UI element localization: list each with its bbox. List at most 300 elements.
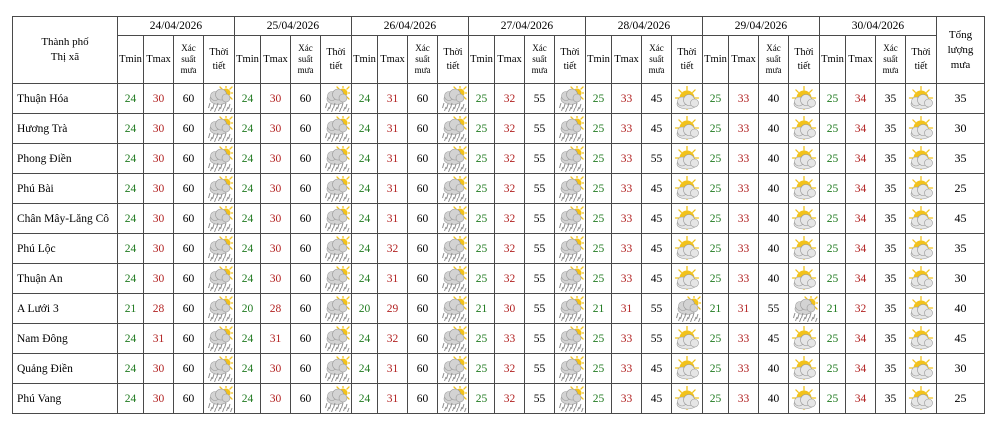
tmax-value: 33 xyxy=(612,204,642,234)
total-rainfall-value: 30 xyxy=(937,114,985,144)
tmin-value: 25 xyxy=(820,384,846,414)
weather-icon-cell xyxy=(789,294,820,324)
rain-probability-value: 55 xyxy=(759,294,789,324)
tmin-value: 24 xyxy=(118,114,144,144)
forecast-table xyxy=(12,16,985,414)
rain-probability-value: 60 xyxy=(174,144,204,174)
weather-icon-cell xyxy=(204,294,235,324)
tmax-value: 30 xyxy=(261,174,291,204)
tmin-value: 25 xyxy=(586,174,612,204)
partly-cloudy-icon xyxy=(906,356,936,382)
weather-icon-cell xyxy=(204,84,235,114)
rain-probability-value: 60 xyxy=(174,84,204,114)
rain-sun-icon xyxy=(321,266,351,292)
rain-probability-value: 55 xyxy=(642,144,672,174)
tmin-value: 24 xyxy=(235,204,261,234)
tmin-value: 24 xyxy=(352,144,378,174)
partly-cloudy-icon xyxy=(672,326,702,352)
tmin-value: 25 xyxy=(820,174,846,204)
tmax-value: 29 xyxy=(378,294,408,324)
rain-probability-value: 40 xyxy=(759,114,789,144)
partly-cloudy-icon xyxy=(672,116,702,142)
weather-icon-cell xyxy=(321,114,352,144)
weather-icon-cell xyxy=(789,204,820,234)
tmin-value: 25 xyxy=(586,114,612,144)
weather-icon-cell xyxy=(906,294,937,324)
city-name: Phú Bài xyxy=(13,174,118,204)
weather-icon-cell xyxy=(672,84,703,114)
tmax-value: 30 xyxy=(144,204,174,234)
weather-icon-cell xyxy=(321,144,352,174)
tmin-value: 21 xyxy=(820,294,846,324)
rain-sun-icon xyxy=(321,236,351,262)
tmax-value: 34 xyxy=(846,144,876,174)
tmin-value: 24 xyxy=(118,264,144,294)
tmax-value: 34 xyxy=(846,384,876,414)
rain-probability-value: 55 xyxy=(525,324,555,354)
tmin-value: 24 xyxy=(118,234,144,264)
city-name: Phú Lộc xyxy=(13,234,118,264)
partly-cloudy-icon xyxy=(789,386,819,412)
rain-probability-value: 45 xyxy=(642,84,672,114)
tmin-value: 25 xyxy=(586,384,612,414)
city-name: Thuận Hóa xyxy=(13,84,118,114)
tmax-value: 32 xyxy=(378,324,408,354)
rain-sun-icon xyxy=(438,176,468,202)
weather-icon-cell xyxy=(789,384,820,414)
tmin-header: Tmin xyxy=(469,36,495,84)
rain-probability-value: 35 xyxy=(876,354,906,384)
table-row xyxy=(13,294,985,324)
rain-probability-value: 35 xyxy=(876,84,906,114)
partly-cloudy-icon xyxy=(789,326,819,352)
tmin-value: 24 xyxy=(235,354,261,384)
tmin-value: 25 xyxy=(703,384,729,414)
date-header: 26/04/2026 xyxy=(352,17,469,36)
partly-cloudy-icon xyxy=(672,266,702,292)
tmax-value: 31 xyxy=(378,264,408,294)
rain-sun-icon xyxy=(672,296,702,322)
tmax-value: 31 xyxy=(144,324,174,354)
tmax-value: 28 xyxy=(144,294,174,324)
tmax-value: 31 xyxy=(612,294,642,324)
tmax-header: Tmax xyxy=(846,36,876,84)
tmax-value: 30 xyxy=(144,144,174,174)
rain-probability-value: 55 xyxy=(525,294,555,324)
date-header: 28/04/2026 xyxy=(586,17,703,36)
rain-probability-value: 55 xyxy=(525,354,555,384)
rain-probability-value: 60 xyxy=(408,264,438,294)
rain-probability-value: 55 xyxy=(642,294,672,324)
rain-probability-value: 60 xyxy=(174,174,204,204)
rain-probability-value: 60 xyxy=(291,324,321,354)
rain-probability-value: 40 xyxy=(759,354,789,384)
rain-probability-value: 60 xyxy=(174,234,204,264)
city-name: Quảng Điền xyxy=(13,354,118,384)
weather-icon-cell xyxy=(672,294,703,324)
total-rainfall-value: 35 xyxy=(937,234,985,264)
weather-icon-cell xyxy=(672,114,703,144)
rain-probability-value: 55 xyxy=(525,234,555,264)
city-name: Thuận An xyxy=(13,264,118,294)
weather-icon-cell xyxy=(555,84,586,114)
tmax-value: 31 xyxy=(378,114,408,144)
rain-probability-value: 55 xyxy=(525,174,555,204)
city-name: Nam Đông xyxy=(13,324,118,354)
tmin-value: 24 xyxy=(352,204,378,234)
tmax-value: 32 xyxy=(846,294,876,324)
rain-sun-icon xyxy=(321,116,351,142)
rain-probability-header: Xác suất mưa xyxy=(759,36,789,84)
total-rainfall-value: 30 xyxy=(937,264,985,294)
weather-icon-cell xyxy=(789,174,820,204)
weather-header: Thời tiết xyxy=(555,36,586,84)
total-rainfall-value: 35 xyxy=(937,144,985,174)
tmin-value: 25 xyxy=(703,354,729,384)
total-rainfall-value: 25 xyxy=(937,384,985,414)
rain-sun-icon xyxy=(204,116,234,142)
tmax-value: 33 xyxy=(729,204,759,234)
tmax-header: Tmax xyxy=(495,36,525,84)
table-row xyxy=(13,144,985,174)
tmax-value: 33 xyxy=(495,324,525,354)
tmin-value: 25 xyxy=(703,114,729,144)
rain-sun-icon xyxy=(789,296,819,322)
tmax-value: 32 xyxy=(495,354,525,384)
tmin-value: 25 xyxy=(820,234,846,264)
table-row xyxy=(13,324,985,354)
weather-icon-cell xyxy=(789,114,820,144)
rain-probability-value: 60 xyxy=(408,144,438,174)
tmax-value: 31 xyxy=(378,354,408,384)
weather-header: Thời tiết xyxy=(321,36,352,84)
rain-probability-value: 60 xyxy=(291,84,321,114)
weather-icon-cell xyxy=(672,204,703,234)
tmin-value: 24 xyxy=(118,204,144,234)
weather-icon-cell xyxy=(555,264,586,294)
rain-sun-icon xyxy=(204,176,234,202)
weather-icon-cell xyxy=(906,204,937,234)
tmin-value: 21 xyxy=(118,294,144,324)
tmax-value: 33 xyxy=(729,354,759,384)
weather-icon-cell xyxy=(438,234,469,264)
rain-probability-value: 60 xyxy=(408,354,438,384)
rain-probability-value: 60 xyxy=(291,384,321,414)
rain-sun-icon xyxy=(555,86,585,112)
tmax-value: 33 xyxy=(729,144,759,174)
weather-icon-cell xyxy=(555,204,586,234)
rain-probability-header: Xác suất mưa xyxy=(876,36,906,84)
weather-icon-cell xyxy=(555,234,586,264)
tmin-value: 25 xyxy=(469,384,495,414)
tmin-value: 25 xyxy=(586,264,612,294)
weather-icon-cell xyxy=(555,324,586,354)
tmax-value: 33 xyxy=(729,174,759,204)
tmin-value: 24 xyxy=(235,234,261,264)
tmax-value: 33 xyxy=(612,324,642,354)
tmin-value: 25 xyxy=(820,144,846,174)
tmin-value: 25 xyxy=(703,144,729,174)
weather-icon-cell xyxy=(321,354,352,384)
weather-icon-cell xyxy=(321,174,352,204)
rain-sun-icon xyxy=(204,266,234,292)
tmax-value: 34 xyxy=(846,204,876,234)
tmax-value: 34 xyxy=(846,324,876,354)
rain-probability-value: 40 xyxy=(759,144,789,174)
rain-sun-icon xyxy=(321,176,351,202)
tmin-value: 25 xyxy=(469,84,495,114)
weather-icon-cell xyxy=(906,174,937,204)
partly-cloudy-icon xyxy=(672,146,702,172)
rain-sun-icon xyxy=(438,266,468,292)
rain-probability-value: 60 xyxy=(174,114,204,144)
forecast-table-container xyxy=(12,16,985,414)
date-header: 30/04/2026 xyxy=(820,17,937,36)
partly-cloudy-icon xyxy=(789,146,819,172)
tmin-value: 25 xyxy=(703,84,729,114)
partly-cloudy-icon xyxy=(672,176,702,202)
rain-sun-icon xyxy=(555,206,585,232)
rain-probability-value: 35 xyxy=(876,174,906,204)
tmin-value: 24 xyxy=(352,324,378,354)
tmin-value: 21 xyxy=(469,294,495,324)
rain-sun-icon xyxy=(204,146,234,172)
tmax-value: 30 xyxy=(261,384,291,414)
rain-sun-icon xyxy=(204,386,234,412)
weather-icon-cell xyxy=(321,264,352,294)
rain-sun-icon xyxy=(321,296,351,322)
total-rainfall-value: 45 xyxy=(937,324,985,354)
rain-sun-icon xyxy=(438,386,468,412)
tmin-value: 20 xyxy=(352,294,378,324)
total-rainfall-value: 25 xyxy=(937,174,985,204)
tmin-value: 24 xyxy=(235,144,261,174)
tmax-value: 34 xyxy=(846,114,876,144)
tmax-value: 34 xyxy=(846,234,876,264)
tmax-value: 33 xyxy=(729,264,759,294)
table-row xyxy=(13,354,985,384)
tmax-value: 33 xyxy=(729,114,759,144)
weather-icon-cell xyxy=(204,204,235,234)
partly-cloudy-icon xyxy=(906,266,936,292)
rain-probability-value: 60 xyxy=(408,84,438,114)
tmax-value: 31 xyxy=(378,384,408,414)
rain-probability-value: 40 xyxy=(759,264,789,294)
rain-probability-value: 60 xyxy=(291,354,321,384)
rain-probability-value: 60 xyxy=(408,234,438,264)
rain-probability-header: Xác suất mưa xyxy=(174,36,204,84)
weather-icon-cell xyxy=(906,234,937,264)
tmax-value: 30 xyxy=(261,354,291,384)
weather-icon-cell xyxy=(906,144,937,174)
tmin-value: 25 xyxy=(469,144,495,174)
partly-cloudy-icon xyxy=(906,176,936,202)
rain-sun-icon xyxy=(555,176,585,202)
rain-probability-value: 35 xyxy=(876,204,906,234)
weather-icon-cell xyxy=(672,354,703,384)
weather-icon-cell xyxy=(438,294,469,324)
partly-cloudy-icon xyxy=(906,326,936,352)
tmin-value: 25 xyxy=(469,324,495,354)
rain-sun-icon xyxy=(438,86,468,112)
tmax-value: 32 xyxy=(495,174,525,204)
rain-sun-icon xyxy=(438,356,468,382)
weather-icon-cell xyxy=(204,264,235,294)
weather-icon-cell xyxy=(321,234,352,264)
rain-probability-value: 60 xyxy=(408,384,438,414)
tmin-value: 25 xyxy=(703,204,729,234)
tmax-value: 33 xyxy=(612,264,642,294)
rain-probability-value: 45 xyxy=(642,204,672,234)
tmin-value: 25 xyxy=(703,264,729,294)
table-row xyxy=(13,384,985,414)
tmin-value: 25 xyxy=(703,324,729,354)
tmax-value: 33 xyxy=(729,384,759,414)
rain-probability-value: 45 xyxy=(642,234,672,264)
rain-sun-icon xyxy=(555,146,585,172)
partly-cloudy-icon xyxy=(789,236,819,262)
tmin-value: 25 xyxy=(820,114,846,144)
rain-probability-value: 60 xyxy=(291,264,321,294)
tmin-header: Tmin xyxy=(352,36,378,84)
rain-probability-value: 60 xyxy=(174,204,204,234)
tmin-value: 25 xyxy=(469,174,495,204)
tmin-value: 25 xyxy=(469,264,495,294)
rain-sun-icon xyxy=(438,146,468,172)
weather-icon-cell xyxy=(438,324,469,354)
tmin-value: 24 xyxy=(352,384,378,414)
weather-icon-cell xyxy=(204,384,235,414)
weather-icon-cell xyxy=(204,324,235,354)
weather-icon-cell xyxy=(672,384,703,414)
tmin-value: 25 xyxy=(703,234,729,264)
tmax-value: 31 xyxy=(378,204,408,234)
rain-probability-value: 60 xyxy=(291,174,321,204)
rain-probability-value: 45 xyxy=(642,114,672,144)
rain-probability-value: 55 xyxy=(525,144,555,174)
tmax-value: 32 xyxy=(495,264,525,294)
rain-sun-icon xyxy=(438,206,468,232)
tmax-value: 28 xyxy=(261,294,291,324)
city-name: Phú Vang xyxy=(13,384,118,414)
tmax-value: 34 xyxy=(846,84,876,114)
rain-probability-value: 40 xyxy=(759,384,789,414)
tmin-value: 25 xyxy=(586,324,612,354)
rain-probability-value: 45 xyxy=(642,384,672,414)
rain-sun-icon xyxy=(438,296,468,322)
rain-probability-header: Xác suất mưa xyxy=(291,36,321,84)
tmin-value: 24 xyxy=(352,174,378,204)
tmin-value: 24 xyxy=(352,354,378,384)
partly-cloudy-icon xyxy=(906,296,936,322)
rain-sun-icon xyxy=(204,236,234,262)
tmax-value: 30 xyxy=(261,84,291,114)
total-rainfall-header: Tổng lượng mưa xyxy=(937,17,985,84)
rain-probability-value: 40 xyxy=(759,204,789,234)
rain-probability-value: 35 xyxy=(876,264,906,294)
weather-icon-cell xyxy=(672,324,703,354)
weather-header: Thời tiết xyxy=(672,36,703,84)
weather-icon-cell xyxy=(789,144,820,174)
tmin-value: 24 xyxy=(235,324,261,354)
rain-probability-value: 60 xyxy=(291,204,321,234)
rain-sun-icon xyxy=(555,116,585,142)
tmax-value: 32 xyxy=(495,114,525,144)
tmin-value: 25 xyxy=(469,234,495,264)
weather-icon-cell xyxy=(906,324,937,354)
rain-probability-value: 60 xyxy=(174,354,204,384)
rain-probability-value: 55 xyxy=(525,84,555,114)
rain-probability-value: 35 xyxy=(876,324,906,354)
rain-sun-icon xyxy=(321,386,351,412)
tmax-value: 33 xyxy=(612,114,642,144)
rain-sun-icon xyxy=(555,236,585,262)
weather-icon-cell xyxy=(906,84,937,114)
weather-icon-cell xyxy=(321,324,352,354)
partly-cloudy-icon xyxy=(672,356,702,382)
tmin-value: 20 xyxy=(235,294,261,324)
city-name: Chân Mây-Lăng Cô xyxy=(13,204,118,234)
table-row xyxy=(13,174,985,204)
total-rainfall-value: 45 xyxy=(937,204,985,234)
tmax-value: 31 xyxy=(729,294,759,324)
city-name: Phong Điền xyxy=(13,144,118,174)
tmin-value: 21 xyxy=(703,294,729,324)
partly-cloudy-icon xyxy=(906,86,936,112)
partly-cloudy-icon xyxy=(672,236,702,262)
weather-icon-cell xyxy=(906,264,937,294)
weather-icon-cell xyxy=(555,294,586,324)
weather-icon-cell xyxy=(438,384,469,414)
tmin-header: Tmin xyxy=(586,36,612,84)
weather-icon-cell xyxy=(906,354,937,384)
tmax-value: 33 xyxy=(729,324,759,354)
rain-sun-icon xyxy=(438,326,468,352)
weather-icon-cell xyxy=(204,114,235,144)
partly-cloudy-icon xyxy=(906,386,936,412)
partly-cloudy-icon xyxy=(789,116,819,142)
partly-cloudy-icon xyxy=(672,386,702,412)
weather-icon-cell xyxy=(672,144,703,174)
rain-probability-header: Xác suất mưa xyxy=(408,36,438,84)
rain-probability-value: 45 xyxy=(642,174,672,204)
weather-icon-cell xyxy=(204,234,235,264)
tmax-value: 30 xyxy=(144,114,174,144)
rain-probability-value: 60 xyxy=(291,144,321,174)
weather-icon-cell xyxy=(438,204,469,234)
rain-probability-value: 60 xyxy=(408,114,438,144)
tmax-value: 33 xyxy=(729,84,759,114)
tmin-value: 24 xyxy=(118,354,144,384)
tmin-header: Tmin xyxy=(703,36,729,84)
rain-sun-icon xyxy=(438,116,468,142)
weather-icon-cell xyxy=(555,384,586,414)
tmin-value: 24 xyxy=(235,384,261,414)
table-row xyxy=(13,204,985,234)
tmax-value: 32 xyxy=(495,234,525,264)
weather-icon-cell xyxy=(672,174,703,204)
rain-probability-value: 40 xyxy=(759,84,789,114)
rain-probability-value: 60 xyxy=(291,294,321,324)
header-row-fields xyxy=(13,36,985,84)
rain-probability-value: 35 xyxy=(876,144,906,174)
tmax-value: 30 xyxy=(261,264,291,294)
tmax-value: 30 xyxy=(261,114,291,144)
tmin-value: 24 xyxy=(118,324,144,354)
rain-sun-icon xyxy=(555,356,585,382)
tmax-value: 32 xyxy=(378,234,408,264)
tmin-value: 25 xyxy=(469,354,495,384)
